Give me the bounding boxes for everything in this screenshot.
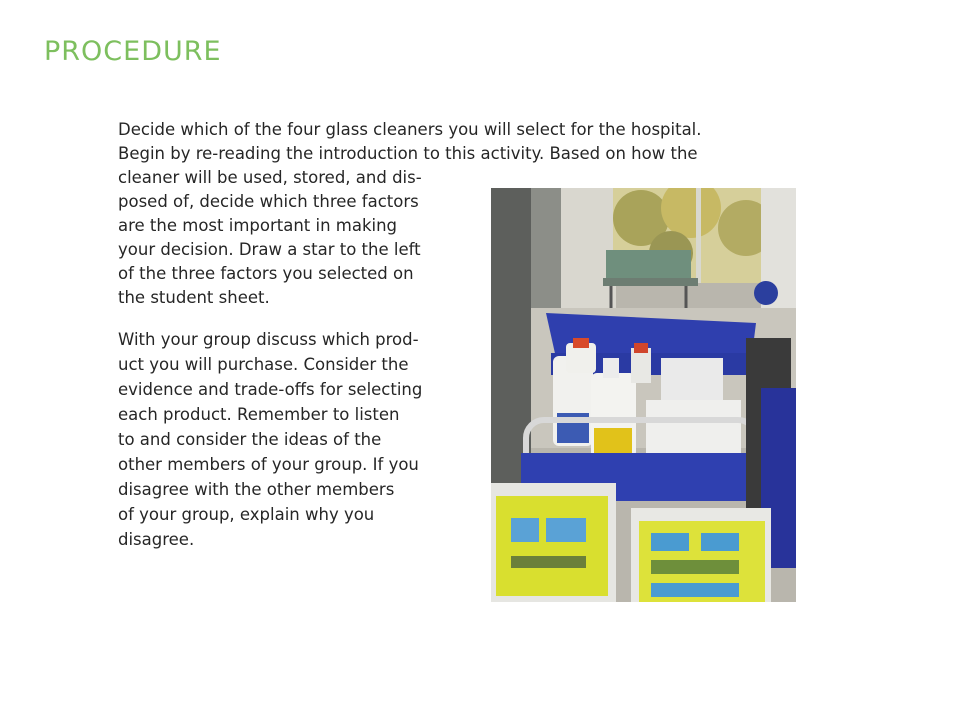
paragraph-line: of your group, explain why you bbox=[118, 505, 375, 524]
paragraph-line: uct you will purchase. Consider the bbox=[118, 355, 409, 374]
paragraph-line: each product. Remember to listen bbox=[118, 405, 400, 424]
paragraph-line: cleaner will be used, stored, and dis- bbox=[118, 168, 422, 187]
paragraph-line: the student sheet. bbox=[118, 288, 270, 307]
paragraph-line: With your group discuss which prod- bbox=[118, 330, 419, 349]
paragraph-line: of the three factors you selected on bbox=[118, 264, 414, 283]
paragraph-line: disagree. bbox=[118, 530, 195, 549]
paragraph-line: are the most important in making bbox=[118, 216, 398, 235]
paragraph-line: Begin by re-reading the introduction to this activity. Based on how the bbox=[118, 144, 698, 163]
paragraph-line: to and consider the ideas of the bbox=[118, 430, 382, 449]
paragraph-line: other members of your group. If you bbox=[118, 455, 419, 474]
paragraph-line: Decide which of the four glass cleaners you will select for the hospital. bbox=[118, 120, 702, 139]
page-title: PROCEDURE bbox=[44, 36, 222, 67]
cleaning-cart-photo bbox=[491, 188, 796, 602]
paragraph-line: disagree with the other members bbox=[118, 480, 395, 499]
paragraph-line: evidence and trade-offs for selecting bbox=[118, 380, 423, 399]
paragraph-line: your decision. Draw a star to the left bbox=[118, 240, 421, 259]
paragraph-line: posed of, decide which three factors bbox=[118, 192, 419, 211]
